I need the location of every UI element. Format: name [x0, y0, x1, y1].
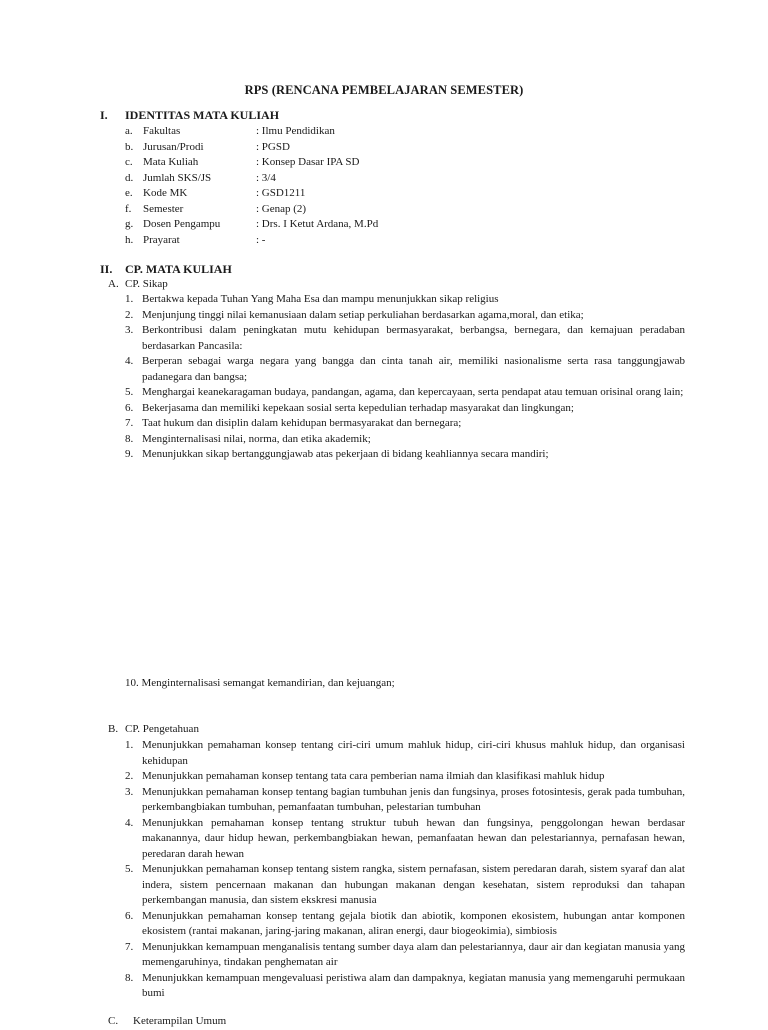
item-number: 6. [125, 909, 134, 922]
cp-pengetahuan-item [125, 738, 685, 769]
item-text: Menunjukkan pemahaman konsep tentang ciri-ciri umum mahluk hidup, ciri-ciri khusus mahluk hidup, dan organisasi kehidupan [142, 739, 685, 767]
row-value: : Ilmu Pendidikan [256, 125, 335, 137]
item-text: Taat hukum dan disiplin dalam kehidupan bermasyarakat dan bernegara; [142, 417, 462, 429]
subsection-a-heading: CP. Sikap [125, 278, 168, 290]
row-label: Prayarat [143, 233, 180, 246]
item-number: 7. [125, 417, 134, 429]
item-number: 4. [125, 816, 134, 829]
row-label: Dosen Pengampu [143, 218, 221, 230]
cp-sikap-item [125, 354, 685, 385]
row-letter: e. [125, 187, 133, 199]
row-letter: h. [125, 233, 134, 246]
cp-pengetahuan-item [125, 769, 685, 785]
identity-row [125, 140, 290, 156]
item-number: 4. [125, 355, 134, 367]
row-value: : Genap (2) [256, 202, 307, 215]
item-number: 1. [125, 739, 134, 751]
item-number: 5. [125, 386, 134, 398]
cp-sikap-item [125, 292, 685, 308]
section-1-heading: IDENTITAS MATA KULIAH [125, 108, 280, 122]
cp-sikap-list [125, 292, 685, 463]
identity-row [125, 233, 265, 249]
row-label: Mata Kuliah [143, 156, 199, 168]
row-value: : PGSD [256, 140, 290, 153]
row-letter: g. [125, 218, 134, 230]
item-text: Menunjukkan pemahaman konsep tentang sistem rangka, sistem pernafasan, sistem peredaran darah, sistem syaraf dan alat indera, sistem pencernaan makanan dan hubungan makanan dengan kesehatan, sistem reproduksi dan tahapan perkembangan manusia, dan sistem ekskresi manusia [142, 863, 685, 906]
item-text: Menginternalisasi semangat kemandirian, dan kejuangan; [141, 677, 395, 689]
item-number: 8. [125, 432, 134, 445]
cp-sikap-item [125, 401, 685, 417]
item-text: Menunjukkan kemampuan mengevaluasi peristiwa alam dan dampaknya, kegiatan manusia yang memengaruhi permukaan bumi [142, 971, 685, 999]
identity-row [125, 171, 276, 187]
row-value: : GSD1211 [256, 187, 306, 199]
row-value: : Konsep Dasar IPA SD [256, 156, 360, 168]
identity-row [125, 124, 335, 140]
row-value: : - [256, 233, 266, 246]
cp-sikap-item [125, 447, 685, 463]
cp-pengetahuan-item [125, 862, 685, 909]
item-text: Bekerjasama dan memiliki kepekaan sosial serta kepedulian terhadap masyarakat dan lingkungan; [142, 401, 574, 414]
section-1-number: I. [100, 108, 108, 122]
row-value: : Drs. I Ketut Ardana, M.Pd [256, 218, 379, 230]
cp-sikap-item [125, 323, 685, 354]
identity-row [125, 217, 378, 233]
item-text: Menunjukkan pemahaman konsep tentang struktur tubuh hewan dan fungsinya, penggolongan hewan berdasar makanannya, daur hidup hewan, perkembangbiakan hewan, pemanfaatan hewan dan pelestariannya, pernafasan hewan, peredaran darah hewan [142, 816, 685, 860]
subsection-c-heading: Keterampilan Umum [133, 1015, 227, 1027]
item-number: 9. [125, 448, 134, 460]
item-number: 3. [125, 785, 134, 798]
row-value: : 3/4 [256, 171, 276, 184]
item-number: 6. [125, 401, 134, 414]
row-letter: b. [125, 140, 134, 153]
item-number: 8. [125, 971, 134, 984]
row-letter: c. [125, 156, 133, 168]
item-number: 10. [125, 677, 139, 689]
item-text: Menunjukkan pemahaman konsep tentang tata cara pemberian nama ilmiah dan klasifikasi mahluk hidup [142, 770, 605, 782]
item-number: 3. [125, 324, 134, 336]
subsection-c-letter: C. [108, 1015, 119, 1027]
row-label: Semester [143, 202, 184, 215]
section-2-number: II. [100, 262, 113, 276]
cp-pengetahuan-item [125, 940, 685, 971]
row-letter: a. [125, 125, 133, 137]
cp-sikap-item [125, 385, 685, 401]
cp-sikap-item [125, 416, 685, 432]
identity-row [125, 155, 360, 171]
cp-sikap-item-10 [125, 676, 395, 692]
row-label: Fakultas [143, 125, 181, 137]
item-number: 1. [125, 293, 134, 305]
item-text: Menunjukkan pemahaman konsep tentang gejala biotik dan abiotik, komponen ekosistem, hubungan antar komponen ekosistem (rantai makanan, jaring-jaring makanan, aliran energi, daur biogeokimia), simbiosis [142, 909, 685, 937]
cp-pengetahuan-item [125, 971, 685, 1002]
item-text: Menjunjung tinggi nilai kemanusiaan dalam setiap perkuliahan berdasarkan agama,moral, dan etika; [142, 308, 584, 321]
section-2-heading: CP. MATA KULIAH [125, 262, 232, 276]
item-text: Menunjukkan pemahaman konsep tentang bagian tumbuhan jenis dan fungsinya, proses fotosintesis, gerak pada tumbuhan, perkembangbiakan tumbuhan, pemanfaatan tumbuhan, pelestarian tumbuhan [142, 785, 685, 813]
row-letter: f. [125, 202, 132, 215]
item-number: 5. [125, 863, 134, 875]
identity-row [125, 186, 305, 202]
item-number: 2. [125, 770, 134, 782]
item-text: Bertakwa kepada Tuhan Yang Maha Esa dan mampu menunjukkan sikap religius [142, 293, 499, 305]
row-label: Kode MK [143, 187, 188, 199]
subsection-b-heading: CP. Pengetahuan [125, 723, 199, 735]
cp-pengetahuan-item [125, 785, 685, 816]
item-number: 7. [125, 940, 134, 953]
item-number: 2. [125, 308, 134, 321]
row-letter: d. [125, 171, 134, 184]
subsection-b-letter: B. [108, 723, 119, 735]
item-text: Menghargai keanekaragaman budaya, pandangan, agama, dan kepercayaan, serta pendapat atau temuan orisinal orang lain; [142, 386, 684, 398]
cp-sikap-item [125, 308, 685, 324]
row-label: Jumlah SKS/JS [143, 171, 212, 184]
identity-row [125, 202, 306, 218]
row-label: Jurusan/Prodi [143, 140, 204, 153]
document-title: RPS (RENCANA PEMBELAJARAN SEMESTER) [244, 83, 524, 97]
item-text: Menunjukkan sikap bertanggungjawab atas pekerjaan di bidang keahliannya secara mandiri; [142, 448, 549, 460]
cp-pengetahuan-item [125, 909, 685, 940]
cp-sikap-item [125, 432, 685, 448]
item-text: Berperan sebagai warga negara yang bangga dan cinta tanah air, memiliki nasionalisme serta rasa tanggungjawab padanegara dan bangsa; [142, 355, 685, 383]
item-text: Menunjukkan kemampuan menganalisis tentang sumber daya alam dan pelestariannya, daur air dan kegiatan manusia yang memengaruhinya, tindakan penghematan air [142, 940, 685, 968]
cp-pengetahuan-list [125, 738, 685, 1002]
item-text: Berkontribusi dalam peningkatan mutu kehidupan bermasyarakat, berbangsa, bernegara, dan kemajuan peradaban berdasarkan Pancasila: [142, 324, 685, 352]
item-text: Menginternalisasi nilai, norma, dan etika akademik; [142, 432, 371, 445]
cp-pengetahuan-item [125, 816, 685, 863]
subsection-a-letter: A. [108, 278, 119, 290]
